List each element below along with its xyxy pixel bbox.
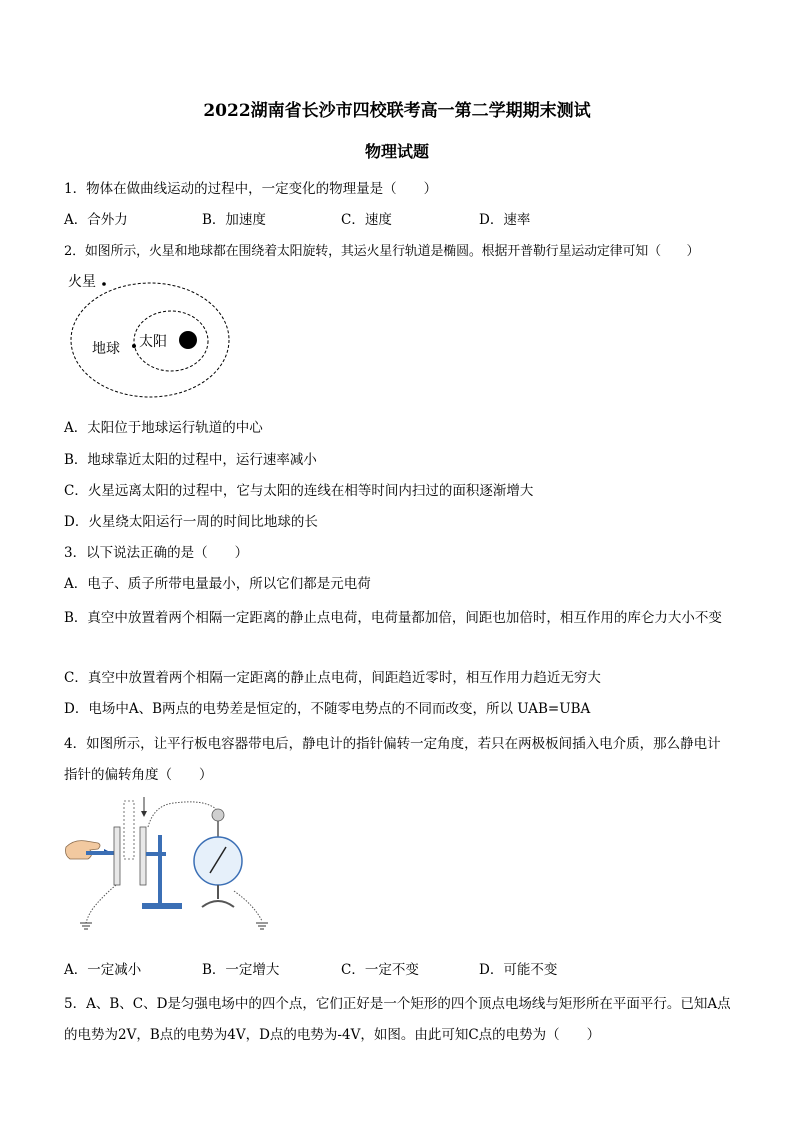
question-3-option-d: D．电场中A、B两点的电势差是恒定的，不随零电势点的不同而改变，所以 UAB=UBA (64, 701, 591, 717)
ground-wire-right (234, 891, 262, 921)
sun-icon (179, 331, 197, 349)
question-2-option-a: A．太阳位于地球运行轨道的中心 (64, 420, 263, 436)
question-4-option-d: D．可能不变 (479, 962, 558, 978)
question-3-stem: 3．以下说法正确的是（ ） (64, 545, 249, 561)
electroscope-knob (212, 809, 224, 821)
orbit-diagram (60, 268, 240, 408)
ground-wire-left (86, 885, 116, 923)
plate-stand-arm (146, 852, 166, 856)
question-1-stem: 1．物体在做曲线运动的过程中，一定变化的物理量是（ ） (64, 181, 438, 197)
plate-stand-base (142, 903, 182, 909)
mars-point (102, 282, 106, 286)
paper-subtitle: 物理试题 (364, 142, 429, 161)
question-1-option-b: B．加速度 (202, 212, 266, 228)
question-2-stem: 2．如图所示，火星和地球都在围绕着太阳旋转，其运火星行轨道是椭圆。根据开普勒行星运动定律可知（ ） (64, 244, 700, 259)
earth-point (132, 344, 136, 348)
question-2-option-d: D．火星绕太阳运行一周的时间比地球的长 (64, 514, 318, 530)
ground-symbol-left (80, 923, 92, 929)
hand-icon (66, 841, 101, 859)
question-4-stem: 4．如图所示，让平行板电容器带电后，静电计的指针偏转一定角度，若只在两极板间插入电介质，那么静电计指针的偏转角度（ ） (64, 736, 721, 783)
plate-stand-pole (158, 835, 162, 905)
paper-title: 2022湖南省长沙市四校联考高一第二学期期末测试 (203, 101, 591, 121)
insert-arrowhead (141, 811, 147, 817)
question-3-option-b: B．真空中放置着两个相隔一定距离的静止点电荷，电荷量都加倍，间距也加倍时，相互作用的库仑力大小不变 (64, 610, 722, 626)
sun-label: 太阳 (139, 334, 167, 350)
connecting-wire (148, 802, 216, 827)
question-2-option-c: C．火星远离太阳的过程中，它与太阳的连线在相等时间内扫过的面积逐渐增大 (64, 483, 534, 499)
left-plate (114, 827, 120, 885)
question-4-option-b: B．一定增大 (202, 962, 280, 978)
earth-label: 地球 (92, 341, 120, 357)
question-3-option-c: C．真空中放置着两个相隔一定距离的静止点电荷，间距趋近零时，相互作用力趋近无穷大 (64, 670, 601, 686)
mars-label: 火星 (68, 274, 96, 290)
question-4-option-c: C．一定不变 (341, 962, 419, 978)
left-rod (86, 851, 114, 855)
question-1-option-c: C．速度 (341, 212, 392, 228)
question-3-option-a: A．电子、质子所带电量最小，所以它们都是元电荷 (64, 576, 371, 592)
dielectric-slab (124, 801, 134, 859)
question-2-option-b: B．地球靠近太阳的过程中，运行速率减小 (64, 452, 317, 468)
question-1-option-a: A．合外力 (64, 212, 128, 228)
right-plate (140, 827, 146, 885)
ground-symbol-right (256, 923, 268, 929)
question-5-stem: 5．A、B、C、D是匀强电场中的四个点，它们正好是一个矩形的四个顶点电场线与矩形所在平面平行。已知A点的电势为2V，B点的电势为4V，D点的电势为-4V，如图。由此可知C点的电势为（ ） (64, 996, 731, 1043)
question-4-option-a: A．一定减小 (64, 962, 142, 978)
electroscope-stand (202, 885, 234, 907)
question-1-option-d: D．速率 (479, 212, 531, 228)
capacitor-electroscope-figure (64, 795, 274, 935)
